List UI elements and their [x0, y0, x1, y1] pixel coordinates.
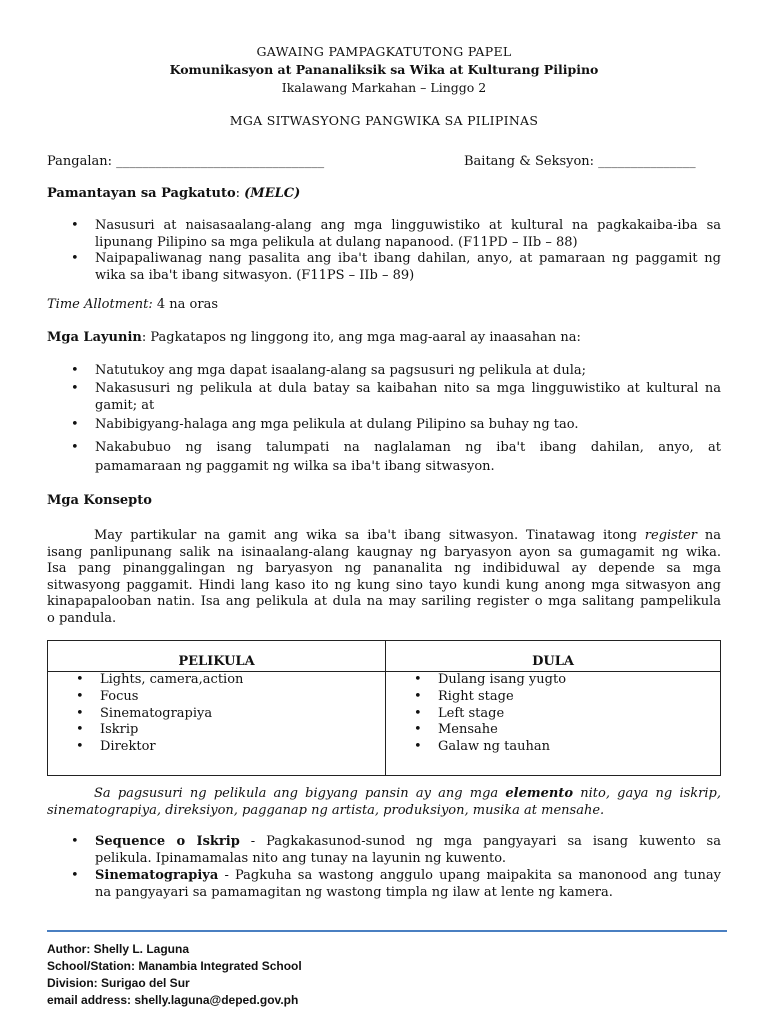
elemento-term: elemento [505, 786, 574, 801]
bullet-icon: • [71, 440, 79, 455]
list-item: • Lights, camera,action [100, 672, 385, 689]
quarter-week: Ikalawang Markahan – Linggo 2 [281, 80, 487, 95]
list-item: • Iskrip [100, 722, 385, 739]
topic-title: MGA SITWASYONG PANGWIKA SA PILIPINAS [229, 113, 539, 128]
list-item: • Direktor [100, 739, 385, 756]
layunin-item: • Nabibigyang-halaga ang mga pelikula at dulang Pilipino sa buhay ng tao. [71, 417, 579, 432]
footer-school: School/Station: Manambia Integrated School [47, 959, 302, 973]
list-item: • Focus [100, 689, 385, 706]
dula-cell [386, 672, 721, 776]
pelikula-list [48, 672, 385, 756]
section-field-label: Baitang & Seksyon: _______________ [464, 154, 696, 169]
subject-title: Komunikasyon at Pananaliksik sa Wika at Kulturang Pilipino [169, 62, 599, 77]
footer-author: Author: Shelly L. Laguna [47, 942, 190, 956]
time-allotment [47, 297, 218, 314]
layunin-heading [47, 330, 581, 347]
list-item: • Dulang isang yugto [438, 672, 720, 689]
element-term: Sinematograpiya [95, 868, 219, 883]
melc-item: • Nasusuri at naisasaalang-alang ang mga lingguwistiko at kultural na pagkakaiba-iba sa lipunang Pilipino sa mga pelikula at dulang napanood. (F11PD – IIb – 88) [71, 218, 721, 250]
elements-note: Sa pagsusuri ng pelikula ang bigyang pansin ay ang mga elemento nito, gaya ng iskrip, sinematograpiya, direksiyon, pagganap ng artista, produksiyon, musika at mensahe. [47, 786, 721, 818]
footer-division: Division: Surigao del Sur [47, 976, 190, 990]
worksheet-title: GAWAING PAMPAGKATUTONG PAPEL [256, 44, 512, 59]
melc-item: • Naipapaliwanag nang pasalita ang iba't ibang dahilan, anyo, at pamaraan ng paggamit ng wika sa iba't ibang sitwasyon. (F11PS – IIb – 89) [71, 251, 721, 283]
konsepto-heading: Mga Konsepto [47, 493, 152, 508]
pelikula-cell [48, 672, 386, 776]
time-value: 4 na oras [156, 297, 218, 312]
footer-email[interactable]: email address: shelly.laguna@deped.gov.ph [47, 993, 299, 1007]
bullet-icon: • [71, 417, 79, 432]
dula-header: DULA [386, 641, 721, 672]
element-term: Sequence o Iskrip [95, 834, 240, 849]
melc-tag: (MELC) [244, 186, 301, 201]
name-field-label: Pangalan: ________________________________ [47, 154, 325, 169]
element-item: • Sinematograpiya - Pagkuha sa wastong anggulo upang maipakita sa manonood ang tunay na pangyayari sa pamamagitan ng wastong timpla ng ilaw at lente ng kamera. [71, 868, 721, 900]
bullet-icon: • [71, 381, 79, 396]
dula-list [386, 672, 720, 756]
time-label: Time Allotment: [47, 297, 153, 312]
bullet-icon: • [71, 218, 79, 233]
footer-divider [47, 930, 727, 932]
list-item: • Left stage [438, 706, 720, 723]
list-item: • Galaw ng tauhan [438, 739, 720, 756]
bullet-icon: • [71, 363, 79, 378]
bullet-icon: • [71, 868, 79, 883]
register-table [47, 640, 721, 776]
layunin-item: • Nakasusuri ng pelikula at dula batay sa kaibahan nito sa mga lingguwistiko at kultural na gamit; at [71, 381, 721, 413]
bullet-icon: • [71, 834, 79, 849]
element-item: • Sequence o Iskrip - Pagkakasunod-sunod ng mga pangyayari sa isang kuwento sa pelikula. Ipinamamalas nito ang tunay na layunin ng kuwento. [71, 834, 721, 866]
konsepto-paragraph: May partikular na gamit ang wika sa iba't ibang sitwasyon. Tinatawag itong register na isang panlipunang salik na isinaalang-alang kaugnay ng baryasyon ayon sa gumagamit ng wika. Isa pang pinanggalingan ng baryasyon ng pananalita ng indibiduwal ay depende sa mga sitwasyong paggamit. Hindi lang kaso ito ng kung sino tayo kundi kung anong mga sitwasyon ang kinapapalooban natin. Isa ang pelikula at dula na may sariling register o mga salitang pampelikula o pandula. [47, 528, 721, 626]
layunin-item: • Natutukoy ang mga dapat isaalang-alang sa pagsusuri ng pelikula at dula; [71, 363, 586, 378]
list-item: • Right stage [438, 689, 720, 706]
layunin-item: • Nakabubuo ng isang talumpati na naglalaman ng iba't ibang dahilan, anyo, at pamamaraan ng paggamit ng wilka sa iba't ibang sitwasyon. [71, 440, 721, 474]
pelikula-header: PELIKULA [48, 641, 386, 672]
bullet-icon: • [71, 251, 79, 266]
layunin-intro: : Pagkatapos ng linggong ito, ang mga mag-aaral ay inaasahan na: [141, 330, 581, 345]
melc-heading: Pamantayan sa Pagkatuto: (MELC) [47, 186, 301, 201]
melc-label: Pamantayan sa Pagkatuto [47, 186, 236, 201]
list-item: • Sinematograpiya [100, 706, 385, 723]
register-term: register [644, 528, 697, 543]
list-item: • Mensahe [438, 722, 720, 739]
layunin-label: Mga Layunin [47, 330, 142, 345]
